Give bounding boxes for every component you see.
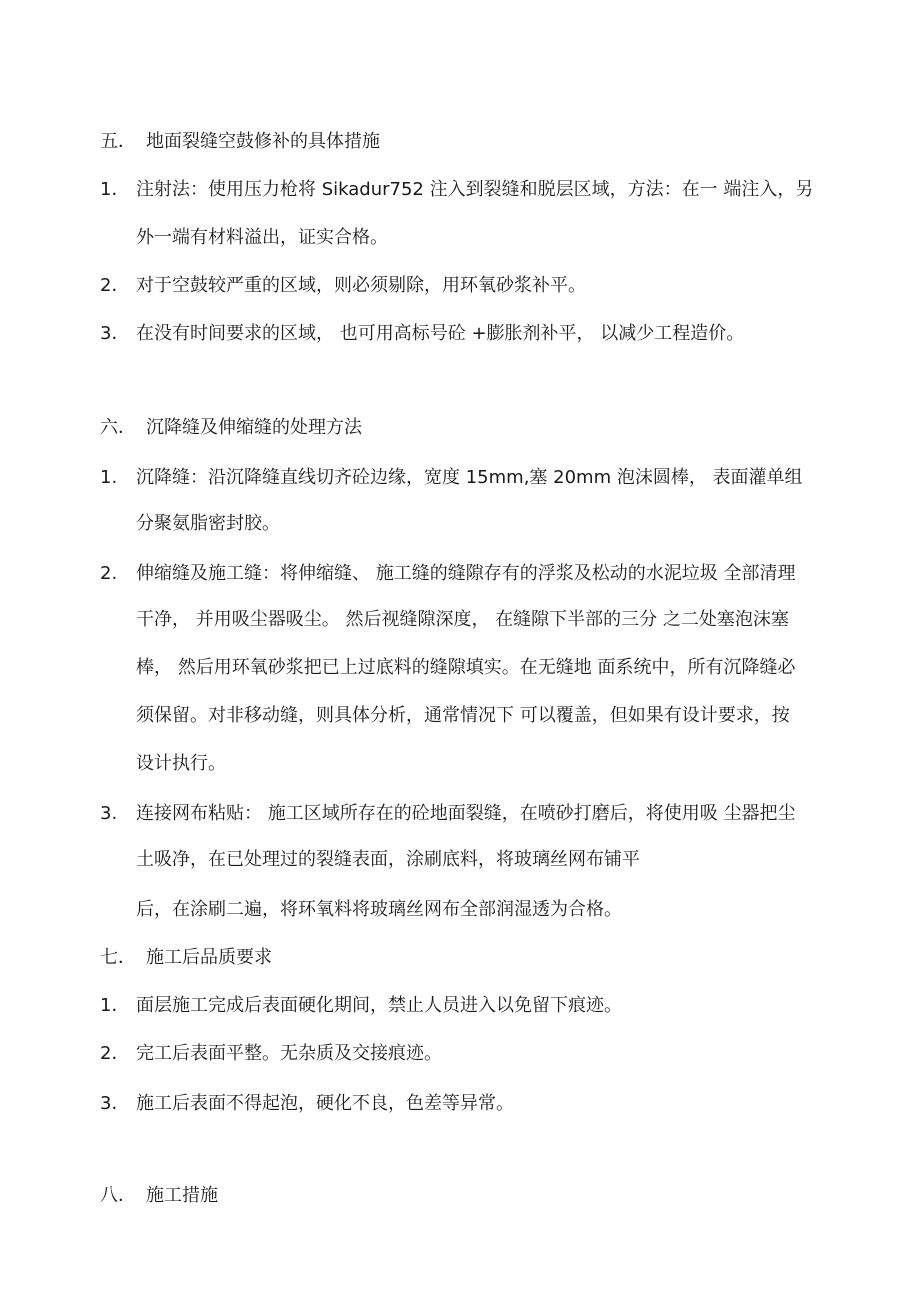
s7-item-3-line-1: 施工后表面不得起泡，硬化不良，色差等异常。 <box>136 1093 514 1114</box>
s5-item-2-number: 2． <box>100 275 130 296</box>
section-7-number: 七． <box>100 947 136 968</box>
s6-item-1-line-1: 沉降缝：沿沉降缝直线切齐砼边缘，宽度 15mm,塞 20mm 泡沫圆棒， 表面灌单组 <box>136 467 803 488</box>
s6-item-2-number: 2. <box>100 563 118 584</box>
s6-item-3-line-1: 连接网布粘贴： 施工区域所存在的砼地面裂缝，在喷砂打磨后，将使用吸 尘器把尘 <box>136 803 796 824</box>
s6-item-2-line-4: 须保留。对非移动缝，则具体分析，通常情况下 可以覆盖，但如果有设计要求，按 <box>136 705 790 726</box>
s7-item-2-line-1: 完工后表面平整。无杂质及交接痕迹。 <box>136 1043 442 1064</box>
s6-item-2-line-3: 棒， 然后用环氧砂浆把已上过底料的缝隙填实。在无缝地 面系统中，所有沉降缝必 <box>136 657 796 678</box>
s7-item-3-number: 3． <box>100 1093 130 1114</box>
s5-item-1-line-2: 外一端有材料溢出，证实合格。 <box>136 227 388 248</box>
s6-item-2-line-1: 伸缩缝及施工缝：将伸缩缝、 施工缝的缝隙存有的浮浆及松动的水泥垃圾 全部清理 <box>136 563 796 584</box>
s5-item-2-line-1: 对于空鼓较严重的区域，则必须剔除，用环氧砂浆补平。 <box>136 275 586 296</box>
s7-item-1-line-1: 面层施工完成后表面硬化期间，禁止人员进入以免留下痕迹。 <box>136 995 622 1016</box>
section-6-number: 六． <box>100 417 136 438</box>
s5-item-1-number: 1． <box>100 179 130 200</box>
s7-item-2-number: 2． <box>100 1043 130 1064</box>
s5-item-3-line-1: 在没有时间要求的区域， 也可用高标号砼 +膨胀剂补平， 以减少工程造价。 <box>136 323 745 344</box>
s6-item-1-number: 1. <box>100 467 118 488</box>
s6-item-1-line-2: 分聚氨脂密封胶。 <box>136 513 280 534</box>
section-5-number: 五． <box>100 131 136 152</box>
s5-item-3-number: 3． <box>100 323 130 344</box>
s6-item-2-line-2: 干净， 并用吸尘器吸尘。 然后视缝隙深度， 在缝隙下半部的三分 之二处塞泡沫塞 <box>136 609 789 630</box>
s6-item-2-line-5: 设计执行。 <box>136 753 226 774</box>
section-7-heading: 施工后品质要求 <box>146 947 272 968</box>
section-6-heading: 沉降缝及伸缩缝的处理方法 <box>146 417 362 438</box>
s6-item-3-line-2: 土吸净，在已处理过的裂缝表面，涂刷底料，将玻璃丝网布铺平 <box>136 849 640 870</box>
section-8-heading: 施工措施 <box>146 1185 218 1206</box>
s6-item-3-number: 3. <box>100 803 118 824</box>
section-8-number: 八． <box>100 1185 136 1206</box>
s7-item-1-number: 1． <box>100 995 130 1016</box>
section-5-heading: 地面裂缝空鼓修补的具体措施 <box>146 131 380 152</box>
s6-item-3-line-3: 后，在涂刷二遍，将环氧料将玻璃丝网布全部润湿透为合格。 <box>136 899 622 920</box>
s5-item-1-line-1: 注射法：使用压力枪将 Sikadur752 注入到裂缝和脱层区域，方法：在一 端注入，另 <box>136 179 814 200</box>
